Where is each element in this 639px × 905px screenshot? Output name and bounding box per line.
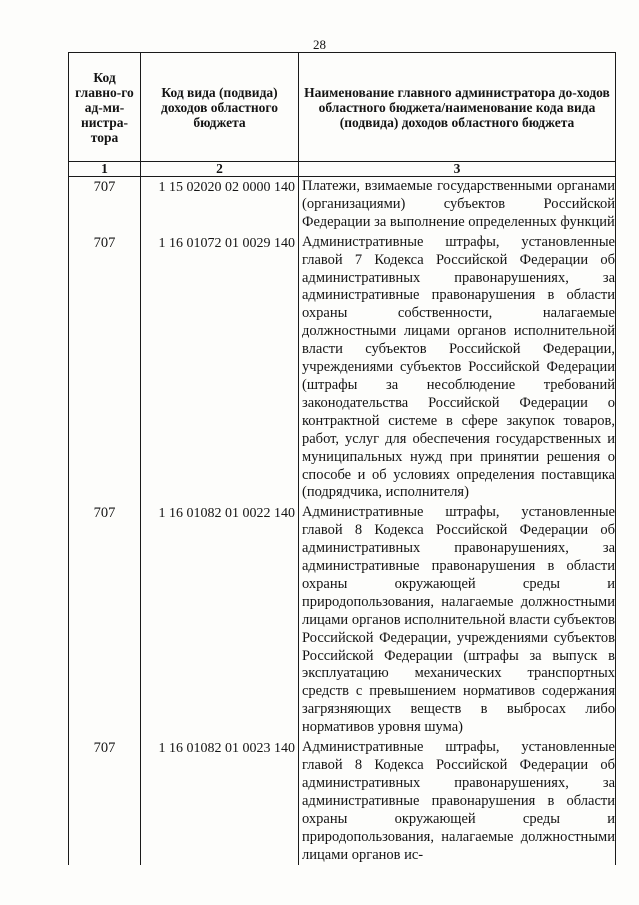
income-code-cell: 1 16 01082 01 0023 140 <box>141 738 299 865</box>
budget-revenue-table <box>68 52 616 865</box>
description-cell: Административные штрафы, установленные главой 8 Кодекса Российской Федерации об административных правонарушениях, за административные правонарушения в области охраны окружающей среды и природопользования, налагаемые должностными лицами органов исполнительной власти субъектов Российской Федерации, учреждениями субъектов Российской Федерации (штрафы за выпуск в эксплуатацию механических транспортных средств с превышением нормативов содержания загрязняющих веществ в выбросах либо нормативов уровня шума) <box>299 503 616 738</box>
table-row <box>69 177 616 233</box>
table-header <box>69 53 616 177</box>
description-cell: Административные штрафы, установленные главой 8 Кодекса Российской Федерации об административных правонарушениях, за административные правонарушения в области охраны окружающей среды и природопользования, налагаемые должностными лицами органов ис- <box>299 738 616 865</box>
column-number-1: 1 <box>69 162 141 177</box>
admin-code-cell: 707 <box>69 233 141 504</box>
table-row <box>69 233 616 504</box>
income-code-cell: 1 16 01072 01 0029 140 <box>141 233 299 504</box>
column-number-2: 2 <box>141 162 299 177</box>
header-income-code: Код вида (подвида) доходов областного бюджета <box>141 53 299 162</box>
header-name: Наименование главного администратора до-ходов областного бюджета/наименование кода вида (подвида) доходов областного бюджета <box>299 53 616 162</box>
table-row <box>69 738 616 865</box>
table-row <box>69 503 616 738</box>
description-cell: Административные штрафы, установленные главой 7 Кодекса Российской Федерации об административных правонарушениях, за административные правонарушения в области охраны собственности, налагаемые должностными лицами органов исполнительной власти субъектов Российской Федерации, учреждениями субъектов Российской Федерации (штрафы за несоблюдение требований законодательства Российской Федерации о контрактной системе в сфере закупок товаров, работ, услуг для обеспечения государственных и муниципальных нужд при принятии решения о способе и об условиях определения поставщика (подрядчика, исполнителя) <box>299 233 616 504</box>
column-number-3: 3 <box>299 162 616 177</box>
admin-code-cell: 707 <box>69 177 141 233</box>
admin-code-cell: 707 <box>69 738 141 865</box>
income-code-cell: 1 15 02020 02 0000 140 <box>141 177 299 233</box>
page-number: 28 <box>313 37 326 52</box>
income-code-cell: 1 16 01082 01 0022 140 <box>141 503 299 738</box>
header-admin-code: Код главно-го ад-ми-нистра-тора <box>69 53 141 162</box>
admin-code-cell: 707 <box>69 503 141 738</box>
description-cell: Платежи, взимаемые государственными органами (организациями) субъектов Российской Федерации за выполнение определенных функций <box>299 177 616 233</box>
